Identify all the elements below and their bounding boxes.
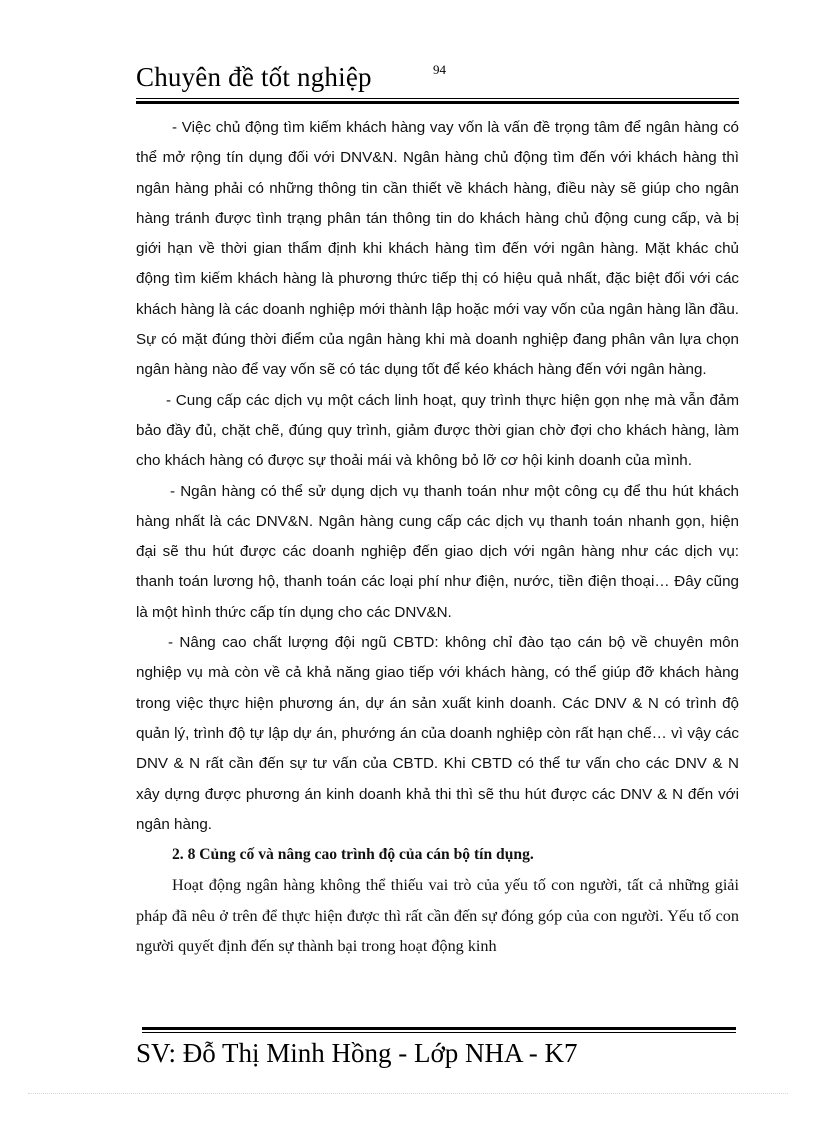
paragraph-cbtd-quality: - Nâng cao chất lượng đội ngũ CBTD: không chỉ đào tạo cán bộ về chuyên môn nghiệp vụ mà còn về cả khả năng giao tiếp với khách hàng, có thể giúp đỡ khách hàng trong việc thực hiện phương án, dự án sản xuất kinh doanh. Các DNV & N có trình độ quản lý, trình độ tự lập dự án, phướng án của doanh nghiệp còn rất hạn chế… vì vậy các DNV & N rất cần đến sự tư vấn của CBTD. Khi CBTD có thể tư vấn cho các DNV & N xây dựng được phương án kinh doanh khả thi thì sẽ thu hút được các DNV & N đến với ngân hàng. bbox=[136, 634, 739, 833]
footer-divider bbox=[142, 1027, 736, 1034]
paragraph-flexible-services: - Cung cấp các dịch vụ một cách linh hoạt, quy trình thực hiện gọn nhẹ mà vẫn đảm bảo đầy đủ, chặt chẽ, đúng quy trình, giảm được thời gian chờ đợi cho khách hàng, làm cho khách hàng có được sự thoải mái và không bỏ lỡ cơ hội kinh doanh của mình. bbox=[136, 391, 739, 470]
page-number: 94 bbox=[433, 62, 446, 77]
header-title: Chuyên đề tốt nghiệp bbox=[136, 62, 372, 92]
section-heading: 2. 8 Củng cố và nâng cao trình độ của cán bộ tín dụng. bbox=[172, 846, 534, 864]
footer-author: SV: Đỗ Thị Minh Hồng - Lớp NHA - K7 bbox=[136, 1038, 578, 1068]
page-bottom-edge bbox=[28, 1093, 788, 1094]
paragraph-payment-services: - Ngân hàng có thể sử dụng dịch vụ thanh toán như một công cụ để thu hút khách hàng nhất là các DNV&N. Ngân hàng cung cấp các dịch vụ thanh toán nhanh gọn, hiện đại sẽ thu hút được các doanh nghiệp đến giao dịch với ngân hàng như các dịch vụ: thanh toán lương hộ, thanh toán các loại phí như điện, nước, tiền điện thoại… Đây cũng là một hình thức cấp tín dụng cho các DNV&N. bbox=[136, 482, 739, 621]
body-text bbox=[136, 113, 739, 961]
paragraph-customer-search: - Việc chủ động tìm kiếm khách hàng vay vốn là vấn đề trọng tâm để ngân hàng có thể mở rộng tín dụng đối với DNV&N. Ngân hàng chủ động tìm đến với khách hàng thì ngân hàng phải có những thông tin cần thiết về khách hàng, điều này sẽ giúp cho ngân hàng tránh được tình trạng phân tán thông tin do khách hàng chủ động cung cấp, và bị giới hạn về thời gian thẩm định khi khách hàng tìm đến với ngân hàng. Mặt khác chủ động tìm kiếm khách hàng là phương thức tiếp thị có hiệu quả nhất, đặc biệt đối với các khách hàng là các doanh nghiệp mới thành lập hoặc mới vay vốn của ngân hàng lần đầu. Sự có mặt đúng thời điểm của ngân hàng khi mà doanh nghiệp đang phân vân lựa chọn ngân hàng nào để vay vốn sẽ có tác dụng tốt để kéo khách hàng đến với ngân hàng. bbox=[136, 119, 739, 379]
header-divider bbox=[136, 98, 739, 105]
paragraph-human-factor: Hoạt động ngân hàng không thể thiếu vai trò của yếu tố con người, tất cả những giải pháp đã nêu ở trên để thực hiện được thì rất cần đến sự đóng góp của con người. Yếu tố con người quyết định đến sự thành bại trong hoạt động kinh bbox=[136, 876, 739, 956]
